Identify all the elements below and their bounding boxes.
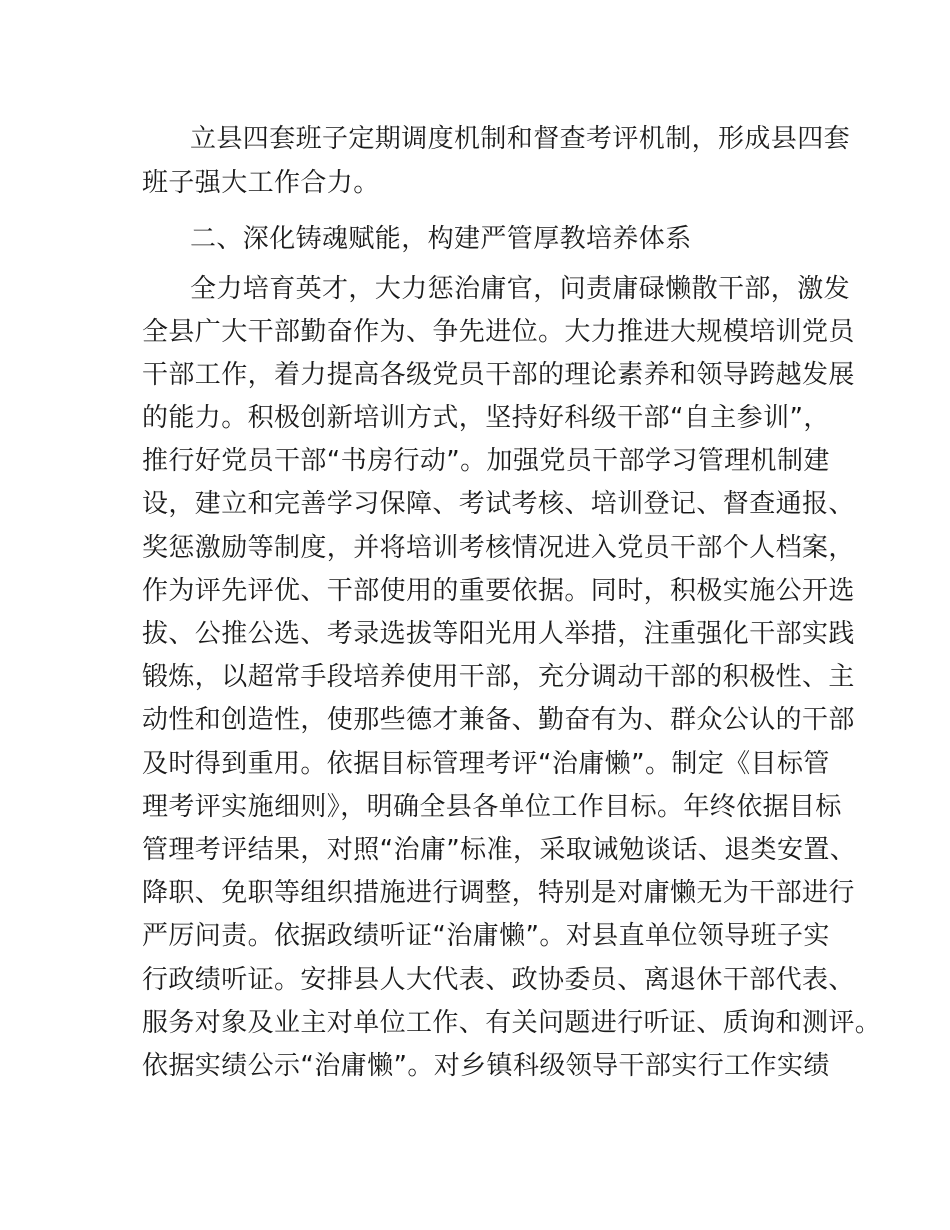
- paragraph-line: 全力培育英才，大力惩治庸官，问责庸碌懒散干部，激发: [190, 274, 851, 304]
- paragraph-line: 推行好党员干部“书房行动”。加强党员干部学习管理机制建: [142, 446, 830, 476]
- paragraph-line: 立县四套班子定期调度机制和督查考评机制，形成县四套: [190, 124, 851, 154]
- paragraph-line: 干部工作，着力提高各级党员干部的理论素养和领导跨越发展: [142, 360, 855, 390]
- paragraph-line: 锻炼，以超常手段培养使用干部，充分调动干部的积极性、主: [142, 662, 855, 692]
- paragraph-line: 拔、公推公选、考录选拔等阳光用人举措，注重强化干部实践: [142, 619, 855, 649]
- paragraph-line: 理考评实施细则》，明确全县各单位工作目标。年终依据目标: [142, 792, 842, 822]
- paragraph-line: 严厉问责。依据政绩听证“治庸懒”。对县直单位领导班子实: [142, 921, 830, 951]
- paragraph-line: 及时得到重用。依据目标管理考评“治庸懒”。制定《目标管: [142, 749, 830, 779]
- paragraph-line: 全县广大干部勤奋作为、争先进位。大力推进大规模培训党员: [142, 317, 855, 347]
- paragraph-line: 降职、免职等组织措施进行调整，特别是对庸懒无为干部进行: [142, 878, 855, 908]
- paragraph-line: 作为评先评优、干部使用的重要依据。同时，积极实施公开选: [142, 576, 855, 606]
- paragraph-line: 依据实绩公示“治庸懒”。对乡镇科级领导干部实行工作实绩: [142, 1051, 830, 1081]
- paragraph-line: 奖惩激励等制度，并将培训考核情况进入党员干部个人档案，: [142, 533, 855, 563]
- paragraph-line: 行政绩听证。安排县人大代表、政协委员、离退休干部代表、: [142, 965, 855, 995]
- paragraph-line: 的能力。积极创新培训方式，坚持好科级干部“自主参训”，: [142, 403, 830, 433]
- paragraph-line: 服务对象及业主对单位工作、有关问题进行听证、质询和测评。: [142, 1008, 882, 1038]
- paragraph-line: 管理考评结果，对照“治庸”标准，采取诫勉谈话、退类安置、: [142, 835, 857, 865]
- section-heading: 二、深化铸魂赋能，构建严管厚教培养体系: [190, 224, 692, 254]
- paragraph-line: 动性和创造性，使那些德才兼备、勤奋有为、群众公认的干部: [142, 705, 855, 735]
- paragraph-line: 设，建立和完善学习保障、考试考核、培训登记、督查通报、: [142, 489, 855, 519]
- paragraph-line: 班子强大工作合力。: [142, 168, 380, 198]
